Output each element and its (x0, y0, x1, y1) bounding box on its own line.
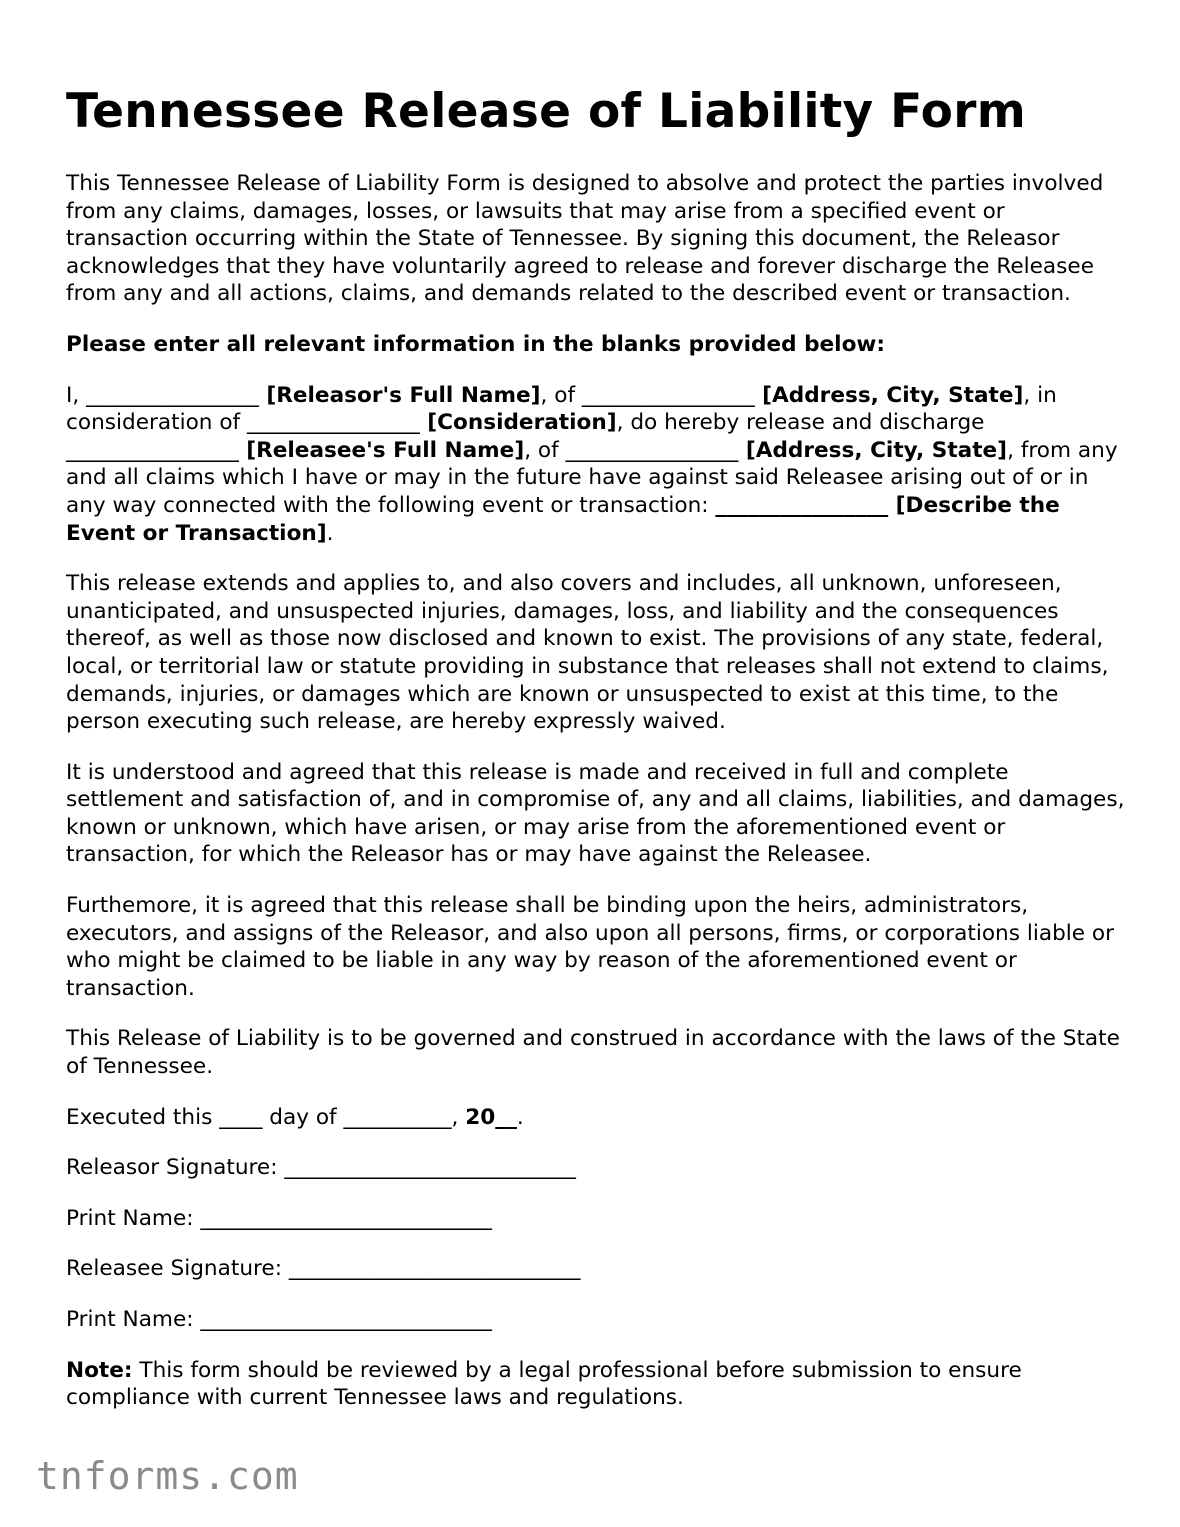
releasor-address-blank[interactable]: ________________ (581, 382, 755, 408)
release-text-7: . (326, 520, 334, 546)
release-text-5: , of (524, 437, 566, 463)
releasee-print-name-line (66, 1306, 1126, 1334)
month-blank[interactable]: __________ (343, 1104, 452, 1130)
executed-line (66, 1104, 1126, 1132)
release-paragraph (66, 382, 1126, 548)
release-text-1: I, (66, 382, 87, 408)
instruction-text: Please enter all relevant information in the blanks provided below: (66, 331, 885, 357)
event-label: [Describe the Event or Transaction] (66, 492, 1060, 546)
note-label: Note: (66, 1357, 133, 1383)
note-text: This form should be reviewed by a legal professional before submission to ensure compliance with current Tennessee laws and regulations. (66, 1357, 1022, 1411)
releasee-address-blank[interactable]: ________________ (565, 437, 739, 463)
intro-paragraph: This Tennessee Release of Liability Form is designed to absolve and protect the parties involved from any claims, damages, losses, or lawsuits that may arise from a specified event or transaction occurring within the State of Tennessee. By signing this document, the Releasor acknowledges that they have voluntarily agreed to release and forever discharge the Releasee from any and all actions, claims, and demands related to the described event or transaction. (66, 171, 1104, 307)
day-blank[interactable]: ____ (219, 1104, 263, 1130)
consideration-blank[interactable]: ________________ (247, 410, 420, 436)
releasor-signature-line (66, 1154, 1126, 1182)
year-blank[interactable]: 20__ (465, 1104, 517, 1130)
releasee-print-name-field[interactable]: ___________________________ (200, 1307, 492, 1332)
releasor-print-name-line (66, 1205, 1126, 1233)
releasee-name-label: [Releasee's Full Name] (238, 437, 525, 463)
executed-text-2: day of (262, 1104, 344, 1130)
executed-text-1: Executed this (66, 1104, 220, 1130)
release-text-3: , in consideration of (66, 382, 1057, 436)
event-blank[interactable]: ________________ (715, 492, 889, 518)
note-paragraph (66, 1357, 1126, 1412)
releasor-print-name-field[interactable]: ___________________________ (200, 1205, 492, 1231)
releasee-print-name-label: Print Name: (66, 1307, 201, 1332)
releasor-name-label: [Releasor's Full Name] (258, 382, 541, 408)
watermark-logo: tnforms.com (36, 1454, 299, 1498)
consideration-label: [Consideration] (419, 410, 617, 436)
executed-text-4: . (516, 1104, 524, 1130)
release-text-4: , do hereby release and discharge (616, 410, 985, 436)
releasee-signature-line (66, 1255, 1126, 1283)
releasor-address-label: [Address, City, State] (754, 382, 1024, 408)
releasor-print-name-label: Print Name: (66, 1205, 201, 1231)
governing-law-paragraph: This Release of Liability is to be governed and construed in accordance with the laws of the State of Tennessee. (66, 1026, 1120, 1080)
page-title: Tennessee Release of Liability Form (66, 84, 1027, 139)
binding-paragraph: Furthemore, it is agreed that this release shall be binding upon the heirs, administrators, executors, and assigns of the Releasor, and also upon all persons, firms, or corporations liable or who might be claimed to be liable in any way by reason of the aforementioned event or transaction. (66, 893, 1115, 1001)
release-text-2: , of (540, 382, 582, 408)
release-text-6: , from any and all claims which I have or may in the future have against said Releasee arising out of or in any way connected with the following event or transaction: (66, 437, 1118, 518)
releasee-signature-field[interactable]: ___________________________ (288, 1256, 581, 1282)
executed-text-3: , (451, 1104, 466, 1130)
releasee-signature-label: Releasee Signature: (66, 1256, 289, 1282)
releasee-address-label: [Address, City, State] (738, 437, 1008, 463)
releasor-signature-label: Releasor Signature: (66, 1155, 285, 1181)
settlement-paragraph: It is understood and agreed that this release is made and received in full and complete settlement and satisfaction of, and in compromise of, any and all claims, liabilities, and damages, known or unknown, which have arisen, or may arise from the aforementioned event or transaction, for which the Releasor has or may have against the Releasee. (66, 759, 1125, 868)
releasor-name-blank[interactable]: ________________ (86, 382, 259, 408)
releasee-name-blank[interactable]: ________________ (66, 437, 239, 463)
releasor-signature-field[interactable]: ___________________________ (284, 1155, 576, 1181)
unknown-claims-paragraph: This release extends and applies to, and also covers and includes, all unknown, unforeseen, unanticipated, and unsuspected injuries, damages, loss, and liability and the consequences thereof, as well as those now disclosed and known to exist. The provisions of any state, federal, local, or territorial law or statute providing in substance that releases shall not extend to claims, demands, injuries, or damages which are known or unsuspected to exist at this time, to the person executing such release, are hereby expressly waived. (66, 571, 1109, 735)
document (66, 82, 1126, 1435)
